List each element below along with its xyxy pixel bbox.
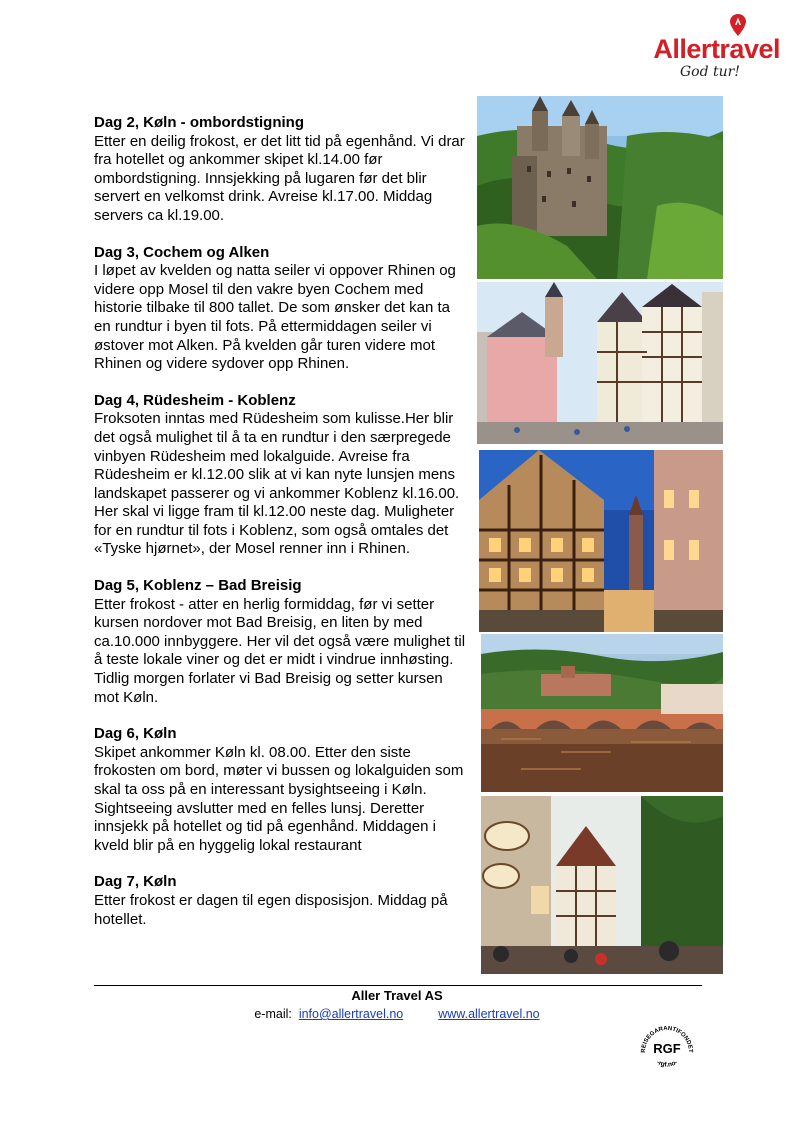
day-5	[94, 577, 469, 707]
day-2-text: Etter en deilig frokost, er det litt tid på egenhånd. Vi drar fra hotellet og ankommer skipet kl.14.00 før ombordstigning. Innsjekking på lugaren før det blir servert en velkomst drink. Avreise kl.17.00. Middag servers ca kl.19.00.	[94, 132, 465, 224]
castle-photo	[477, 96, 723, 279]
rgf-seal	[636, 1022, 698, 1070]
day-6	[94, 725, 469, 855]
street-signs-photo	[481, 796, 723, 974]
website-link[interactable]: www.allertravel.no	[438, 1007, 540, 1021]
svg-text:-rgf.no-: -rgf.no-	[655, 1058, 679, 1069]
day-2-title: Dag 2, Køln - ombordstigning	[94, 114, 304, 131]
day-3-title: Dag 3, Cochem og Alken	[94, 243, 270, 261]
svg-text:RGF: RGF	[653, 1041, 681, 1056]
email-link[interactable]: info@allertravel.no	[298, 1007, 404, 1021]
night-street-photo	[479, 450, 723, 632]
day-5-text: Etter frokost - atter en herlig formiddag, før vi setter kursen nordover mot Bad Breisig, en liten by med ca.10.000 innbyggere. Her vil det også være mulighet til å teste lokale viner og det er midt i vindrue innhøsting. Tidlig morgen forlater vi Bad Breisig og setter kursen mot Køln.	[94, 595, 466, 706]
day-7-text: Etter frokost er dagen til egen disposisjon. Middag på hotellet.	[94, 891, 448, 928]
day-4-text: Froksoten inntas med Rüdesheim som kulisse.Her blir det også mulighet til å ta en rundtur i den særpregede vinbyen Rüdesheim med lokalguide. Avreise fra Rüdesheim er kl.12.00 slik at vi kan nyte lunsjen mens landskapet passerer og vi ankommer Koblenz kl.16.00. Her skal vi ligge fram til kl.12.00 neste dag. Muligheter for en rundtur til fots i Koblenz, som også omtales det «Tyske hjørnet», der Mosel renner inn i Rhinen.	[94, 410, 460, 558]
day-4	[94, 392, 469, 559]
day-4-title: Dag 4, Rüdesheim - Koblenz	[94, 391, 296, 409]
cochem-photo	[477, 282, 723, 444]
day-6-title: Dag 6, Køln	[94, 725, 177, 743]
day-7	[94, 873, 469, 929]
logo-wordmark	[653, 34, 780, 65]
footer-contact	[0, 1007, 794, 1021]
logo-brand-b: travel	[710, 34, 780, 64]
svg-text:REISEGARANTIFONDET: REISEGARANTIFONDET	[640, 1025, 694, 1053]
aller-travel-logo	[630, 14, 780, 84]
day-3	[94, 244, 469, 374]
logo-brand-a: Aller	[653, 34, 711, 64]
day-3-text: I løpet av kvelden og natta seiler vi oppover Rhinen og videre opp Mosel til den vakre byen Cochem med historie tilbake til 800 tallet. De som ønsker det kan ta en rundtur i byen til fots. På ettermiddagen seiler vi østover mot Alken. På kvelden går turen videre mot Rhinen og videre sydover opp Rhinen.	[94, 262, 456, 373]
itinerary	[94, 114, 469, 947]
day-5-title: Dag 5, Koblenz – Bad Breisig	[94, 577, 302, 595]
day-2	[94, 114, 469, 226]
bridge-river-photo	[481, 634, 723, 792]
day-7-title: Dag 7, Køln	[94, 873, 177, 891]
footer-company-name: Aller Travel AS	[351, 988, 443, 1003]
footer-divider	[94, 985, 702, 986]
logo-tagline: God tur!	[680, 64, 740, 80]
email-label: e-mail:	[254, 1007, 292, 1021]
location-pin-icon	[730, 14, 746, 36]
day-6-text: Skipet ankommer Køln kl. 08.00. Etter den siste frokosten om bord, møter vi bussen og lokalguiden som skal ta oss på en interessant bysightseeing i Køln. Sightseeing avslutter med en felles lunsj. Deretter innsjekk på hotellet og tid på egenhånd. Middagen i kveld blir på en hyggelig lokal restaurant	[94, 743, 464, 854]
